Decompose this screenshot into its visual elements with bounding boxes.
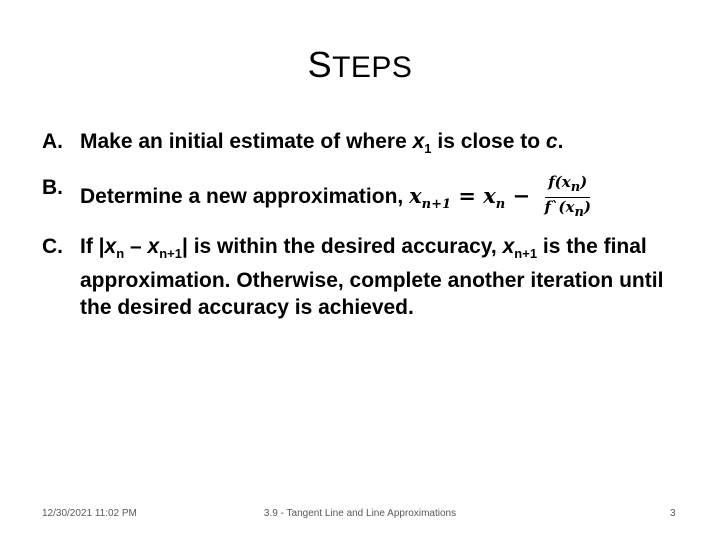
fraction-denominator: $f`(x_n)$ [544, 198, 591, 221]
step-a [42, 128, 692, 162]
footer-date: 12/30/2021 11:02 PM [42, 508, 137, 519]
step-b [42, 174, 692, 221]
formula-fraction [541, 174, 594, 221]
newton-formula: $x_{n+1} = x_n$ − [409, 183, 538, 213]
step-text: Make an initial estimate of where $x_1$ is close to c. [80, 130, 564, 157]
steps-list [42, 128, 692, 333]
fraction-numerator: $f(x_n)$ [545, 174, 590, 198]
step-letter: C. [42, 235, 63, 259]
step-letter: A. [42, 130, 63, 153]
step-letter: B. [42, 176, 63, 200]
step-c [42, 233, 692, 321]
footer-page-number: 3 [670, 508, 676, 519]
slide-title: STEPS [307, 44, 413, 85]
step-text: Determine a new approximation, $x_{n+1} = x_n$ − $\frac{f(x_n)}{f`(x_n)}$ [80, 174, 692, 221]
footer-title: 3.9 - Tangent Line and Line Approximations [263, 508, 457, 519]
step-text: If $|x_n - x_{n+1}|$ is within the desired accuracy, $x_{n+1}$ is the final approximation. Otherwise, complete another iteration until the desired accuracy is achieved. [80, 235, 664, 320]
